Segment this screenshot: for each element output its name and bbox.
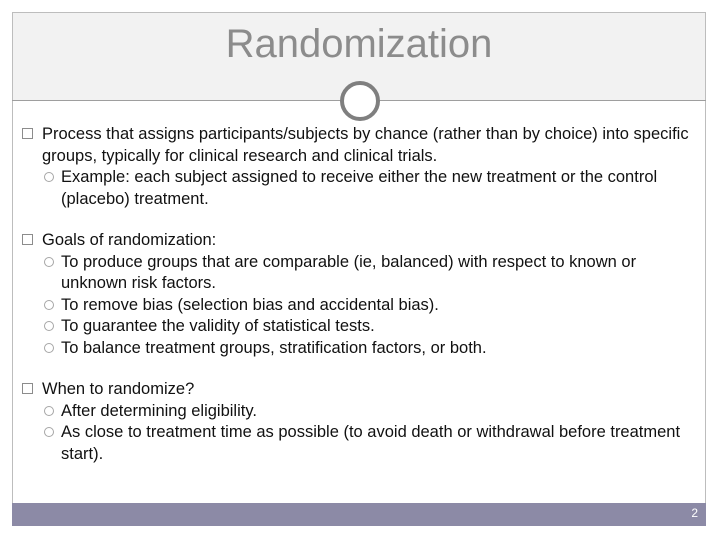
- subbullet-text: To remove bias (selection bias and accidental bias).: [61, 295, 439, 314]
- page-number: 2: [691, 506, 698, 520]
- title-divider-right: [378, 100, 706, 101]
- subbullet-timing: [22, 422, 698, 465]
- subbullet-text: To guarantee the validity of statistical tests.: [61, 317, 375, 335]
- square-bullet-icon: [22, 383, 33, 394]
- bullet-text: When to randomize?: [42, 380, 195, 398]
- subbullet-text: To balance treatment groups, stratification factors, or both.: [61, 338, 487, 357]
- slide-title: Randomization: [225, 22, 493, 66]
- subbullet-text: After determining eligibility.: [61, 401, 257, 420]
- subbullet-example: [22, 167, 698, 210]
- subbullet-text: Example: each subject assigned to receive either the new treatment or the control (placebo) treatment.: [61, 168, 658, 208]
- circle-bullet-icon: [44, 257, 54, 267]
- circle-bullet-icon: [44, 300, 54, 310]
- circle-bullet-icon: [44, 406, 54, 416]
- footer-bar: [12, 503, 706, 526]
- subbullet-validity: [22, 316, 698, 338]
- square-bullet-icon: [22, 128, 33, 139]
- subbullet-comparable: [22, 252, 698, 295]
- circle-bullet-icon: [44, 427, 54, 437]
- subbullet-text: As close to treatment time as possible (to avoid death or withdrawal before treatment start).: [61, 423, 681, 463]
- circle-bullet-icon: [44, 321, 54, 331]
- square-bullet-icon: [22, 234, 33, 245]
- title-divider-left: [12, 100, 342, 101]
- circle-bullet-icon: [44, 343, 54, 353]
- subbullet-balance: [22, 338, 698, 360]
- bullet-goals: [22, 230, 698, 359]
- subbullet-text: To produce groups that are comparable (ie, balanced) with respect to known or unknown risk factors.: [61, 252, 637, 292]
- bullet-text: Goals of randomization:: [42, 231, 217, 249]
- circle-ornament-icon: [340, 81, 380, 121]
- bullet-text: Process that assigns participants/subjects by chance (rather than by choice) into specific groups, typically for clinical research and clinical trials.: [42, 125, 689, 165]
- bullet-process: [22, 124, 698, 210]
- bullet-when: [22, 379, 698, 465]
- subbullet-remove-bias: [22, 295, 698, 317]
- slide-content: [22, 124, 698, 465]
- subbullet-eligibility: [22, 401, 698, 423]
- circle-bullet-icon: [44, 172, 54, 182]
